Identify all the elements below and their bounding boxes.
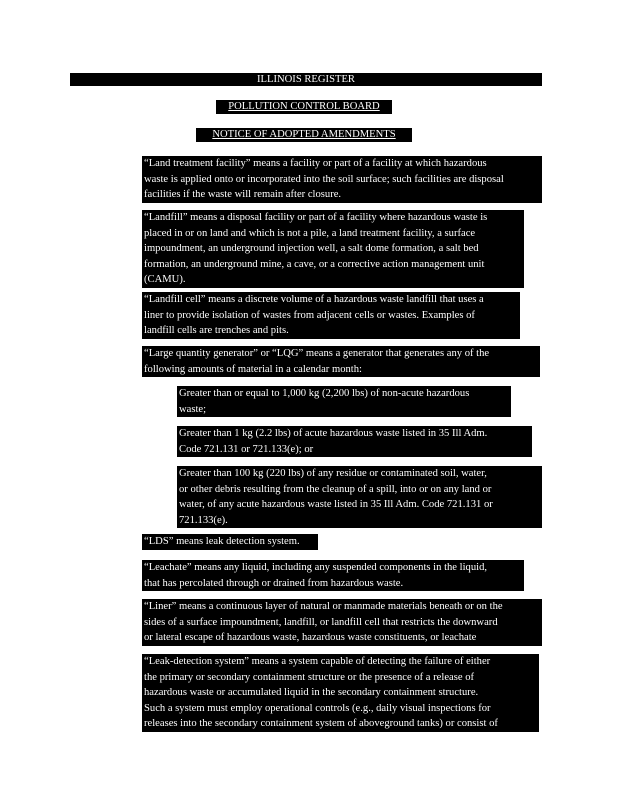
definition-leachate — [142, 560, 524, 591]
board-title: POLLUTION CONTROL BOARD — [228, 101, 380, 112]
definition-line: “Large quantity generator” or “LQG” means a generator that generates any of the — [144, 348, 490, 359]
definition-landfill-cell — [142, 292, 520, 339]
lqg-item-line: or other debris resulting from the cleanup of a spill, into or on any land or — [179, 483, 492, 495]
lqg-item-line: Code 721.131 or 721.133(e); or — [179, 443, 314, 455]
definition-line: “Landfill” means a disposal facility or part of a facility where hazardous waste is — [144, 212, 488, 223]
definition-line: that has percolated through or drained from hazardous waste. — [144, 577, 404, 589]
definition-line: liner to provide isolation of wastes from adjacent cells or wastes. Examples of — [144, 309, 475, 321]
definition-line: “LDS” means leak detection system. — [144, 536, 300, 547]
lqg-item-acute — [177, 426, 532, 457]
definition-line: (CAMU). — [144, 274, 186, 285]
lqg-item-line: Greater than 1 kg (2.2 lbs) of acute hazardous waste listed in 35 Ill Adm. — [179, 428, 488, 439]
register-title: ILLINOIS REGISTER — [257, 74, 355, 85]
definition-large-quantity-generator — [142, 346, 540, 377]
definition-land-treatment-facility — [142, 156, 542, 203]
definition-line: hazardous waste or accumulated liquid in the secondary containment structure. — [144, 687, 479, 698]
lqg-item-non-acute — [177, 386, 511, 417]
lqg-item-line: Greater than or equal to 1,000 kg (2,200 lbs) of non-acute hazardous — [179, 388, 470, 399]
definition-landfill — [142, 210, 524, 288]
definition-line: facilities if the waste will remain after closure. — [144, 189, 342, 200]
lqg-item-residue — [177, 466, 542, 528]
definition-line: Such a system must employ operational controls (e.g., daily visual inspections for — [144, 702, 491, 714]
definition-line: “Landfill cell” means a discrete volume of a hazardous waste landfill that uses a — [144, 294, 484, 305]
definition-line: placed in or on land and which is not a pile, a land treatment facility, a surface — [144, 227, 476, 239]
definition-line: “Leachate” means any liquid, including any suspended components in the liquid, — [144, 562, 488, 573]
definition-leak-detection-system — [142, 654, 539, 732]
definition-line: impoundment, an underground injection well, a salt dome formation, a salt bed — [144, 243, 479, 254]
definition-liner — [142, 599, 542, 646]
definition-line: releases into the secondary containment system of aboveground tanks) or consist of — [144, 718, 498, 729]
definition-line: “Leak-detection system” means a system capable of detecting the failure of either — [144, 656, 491, 667]
definition-line: following amounts of material in a calendar month: — [144, 363, 362, 375]
lqg-item-line: water, of any acute hazardous waste listed in 35 Ill Adm. Code 721.131 or — [179, 499, 493, 510]
register-header — [70, 73, 542, 86]
definition-line: “Land treatment facility” means a facility or part of a facility at which hazardous — [144, 158, 487, 169]
lqg-item-line: Greater than 100 kg (220 lbs) of any residue or contaminated soil, water, — [179, 468, 487, 479]
lqg-item-line: waste; — [179, 403, 207, 415]
definition-line: or lateral escape of hazardous waste, hazardous waste constituents, or leachate — [144, 632, 477, 643]
definition-line: “Liner” means a continuous layer of natural or manmade materials beneath or on the — [144, 601, 503, 612]
definition-line: formation, an underground mine, a cave, or a corrective action management unit — [144, 258, 485, 270]
board-header — [216, 100, 392, 114]
definition-line: the primary or secondary containment structure or the presence of a release of — [144, 671, 475, 683]
definition-line: landfill cells are trenches and pits. — [144, 325, 289, 336]
definition-line: sides of a surface impoundment, landfill, or landfill cell that restricts the downward — [144, 616, 498, 628]
lqg-item-line: 721.133(e). — [179, 514, 228, 526]
definition-lds — [142, 534, 318, 550]
definition-line: waste is applied onto or incorporated into the soil surface; such facilities are disposal — [144, 173, 504, 185]
notice-header — [196, 128, 412, 142]
notice-title: NOTICE OF ADOPTED AMENDMENTS — [212, 129, 396, 140]
